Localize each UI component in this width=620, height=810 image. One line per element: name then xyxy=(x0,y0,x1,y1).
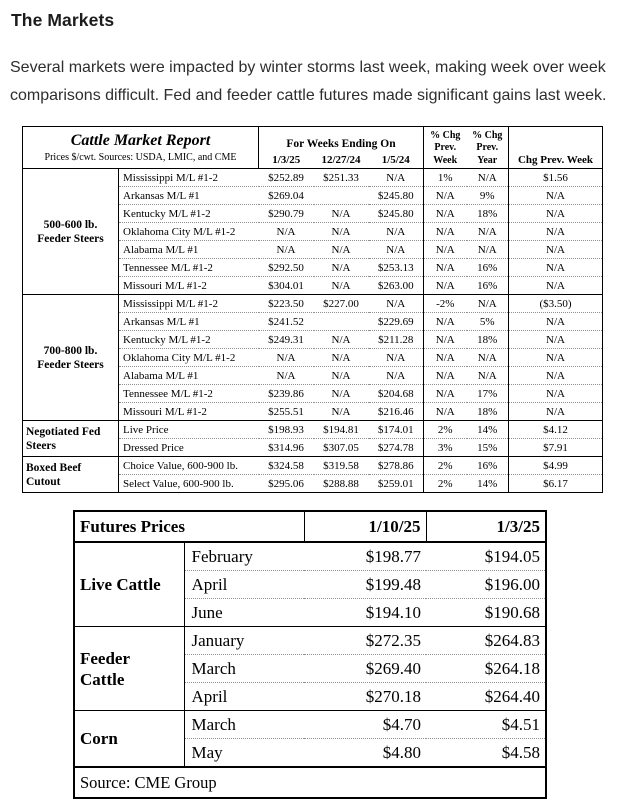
chg-week-cell: $6.17 xyxy=(509,475,603,493)
price-cell: N/A xyxy=(369,295,424,313)
market-name-cell: Arkansas M/L #1 xyxy=(119,313,259,331)
price-cell: $295.06 xyxy=(259,475,314,493)
price-cell: $245.80 xyxy=(369,205,424,223)
pct-week-cell: -2% xyxy=(424,295,467,313)
pct-chg-prev-year-header xyxy=(467,127,509,169)
header-line: Year xyxy=(477,154,498,166)
futures-date-column-header: 1/3/25 xyxy=(426,511,546,542)
futures-price-cell: $270.18 xyxy=(304,683,426,711)
chg-week-cell: N/A xyxy=(509,331,603,349)
chg-week-cell: N/A xyxy=(509,205,603,223)
price-cell: N/A xyxy=(369,169,424,187)
chg-week-cell: N/A xyxy=(509,241,603,259)
futures-price-cell: $4.58 xyxy=(426,739,546,768)
market-name-cell: Kentucky M/L #1-2 xyxy=(119,205,259,223)
chg-week-cell: N/A xyxy=(509,223,603,241)
chg-week-cell: $1.56 xyxy=(509,169,603,187)
price-cell: N/A xyxy=(314,349,369,367)
price-cell: N/A xyxy=(314,205,369,223)
chg-week-cell: ($3.50) xyxy=(509,295,603,313)
pct-year-cell: N/A xyxy=(467,241,509,259)
price-cell: $304.01 xyxy=(259,277,314,295)
pct-week-cell: N/A xyxy=(424,223,467,241)
futures-price-cell: $264.83 xyxy=(426,627,546,655)
cattle-market-report-table xyxy=(22,126,603,493)
futures-price-cell: $194.05 xyxy=(426,542,546,571)
chg-week-cell: N/A xyxy=(509,385,603,403)
market-name-cell: Choice Value, 600-900 lb. xyxy=(119,457,259,475)
price-cell: $324.58 xyxy=(259,457,314,475)
pct-week-cell: N/A xyxy=(424,385,467,403)
price-cell: $255.51 xyxy=(259,403,314,421)
price-cell: $288.88 xyxy=(314,475,369,493)
contract-month-cell: May xyxy=(184,739,304,768)
header-line: % Chg xyxy=(472,129,503,141)
market-name-cell: Dressed Price xyxy=(119,439,259,457)
price-cell: $319.58 xyxy=(314,457,369,475)
futures-footer xyxy=(74,767,546,798)
futures-price-cell: $272.35 xyxy=(304,627,426,655)
price-cell: N/A xyxy=(369,223,424,241)
price-cell: $216.46 xyxy=(369,403,424,421)
futures-group-feeder-cattle: Feeder Cattle xyxy=(74,627,184,711)
price-cell: N/A xyxy=(369,367,424,385)
price-cell: N/A xyxy=(259,223,314,241)
market-name-cell: Mississippi M/L #1-2 xyxy=(119,295,259,313)
price-cell: N/A xyxy=(369,349,424,367)
chg-week-cell: $4.12 xyxy=(509,421,603,439)
pct-year-cell: 15% xyxy=(467,439,509,457)
price-cell: $263.00 xyxy=(369,277,424,295)
contract-month-cell: February xyxy=(184,542,304,571)
market-name-cell: Tennessee M/L #1-2 xyxy=(119,385,259,403)
price-cell: $292.50 xyxy=(259,259,314,277)
market-row xyxy=(23,421,603,439)
price-cell: N/A xyxy=(314,403,369,421)
market-row xyxy=(23,169,603,187)
chg-week-cell: N/A xyxy=(509,367,603,385)
price-cell: $241.52 xyxy=(259,313,314,331)
pct-week-cell: N/A xyxy=(424,331,467,349)
pct-week-cell: N/A xyxy=(424,367,467,385)
futures-price-cell: $269.40 xyxy=(304,655,426,683)
header-row-1 xyxy=(23,127,603,150)
price-cell: $249.31 xyxy=(259,331,314,349)
page-title: The Markets xyxy=(11,10,115,30)
contract-month-cell: March xyxy=(184,711,304,739)
chg-week-cell: $7.91 xyxy=(509,439,603,457)
futures-source: Source: CME Group xyxy=(80,772,217,792)
date-column-header: 12/27/24 xyxy=(321,154,361,166)
header-line: Week xyxy=(433,154,458,166)
price-cell xyxy=(314,187,369,205)
pct-week-cell: N/A xyxy=(424,187,467,205)
chg-prev-week-header: Chg Prev. Week xyxy=(509,127,603,169)
intro-paragraph: Several markets were impacted by winter storms last week, making week over week comparisons difficult. Fed and feeder cattle futures made significant gains last week. xyxy=(10,59,607,104)
pct-week-cell: N/A xyxy=(424,403,467,421)
market-name-cell: Live Price xyxy=(119,421,259,439)
pct-year-cell: 18% xyxy=(467,205,509,223)
price-cell: $223.50 xyxy=(259,295,314,313)
futures-price-cell: $4.80 xyxy=(304,739,426,768)
price-cell: $274.78 xyxy=(369,439,424,457)
chg-week-cell: $4.99 xyxy=(509,457,603,475)
price-cell xyxy=(314,313,369,331)
price-cell: $174.01 xyxy=(369,421,424,439)
cattle-report-header xyxy=(23,127,603,169)
price-cell: $211.28 xyxy=(369,331,424,349)
futures-price-cell: $199.48 xyxy=(304,571,426,599)
futures-header xyxy=(74,511,546,542)
market-row xyxy=(23,457,603,475)
pct-year-cell: 18% xyxy=(467,403,509,421)
price-cell: N/A xyxy=(314,385,369,403)
market-row xyxy=(23,295,603,313)
contract-month-cell: April xyxy=(184,683,304,711)
price-cell: N/A xyxy=(314,259,369,277)
pct-year-cell: 9% xyxy=(467,187,509,205)
pct-week-cell: N/A xyxy=(424,205,467,223)
chg-week-cell: N/A xyxy=(509,277,603,295)
price-cell: N/A xyxy=(259,241,314,259)
pct-week-cell: N/A xyxy=(424,313,467,331)
futures-price-cell: $4.51 xyxy=(426,711,546,739)
chg-week-cell: N/A xyxy=(509,187,603,205)
contract-month-cell: April xyxy=(184,571,304,599)
price-cell: $194.81 xyxy=(314,421,369,439)
chg-week-cell: N/A xyxy=(509,349,603,367)
futures-source-row xyxy=(74,767,546,798)
price-cell: $204.68 xyxy=(369,385,424,403)
market-name-cell: Kentucky M/L #1-2 xyxy=(119,331,259,349)
price-cell: N/A xyxy=(314,223,369,241)
chg-week-cell: N/A xyxy=(509,403,603,421)
market-name-cell: Oklahoma City M/L #1-2 xyxy=(119,223,259,241)
price-cell: $269.04 xyxy=(259,187,314,205)
contract-month-cell: June xyxy=(184,599,304,627)
futures-price-cell: $196.00 xyxy=(426,571,546,599)
price-cell: $251.33 xyxy=(314,169,369,187)
pct-week-cell: 2% xyxy=(424,475,467,493)
date-column-header: 1/3/25 xyxy=(259,150,314,169)
market-name-cell: Select Value, 600-900 lb. xyxy=(119,475,259,493)
futures-group-live-cattle: Live Cattle xyxy=(74,542,184,627)
pct-week-cell: N/A xyxy=(424,241,467,259)
market-name-cell: Mississippi M/L #1-2 xyxy=(119,169,259,187)
pct-week-cell: N/A xyxy=(424,349,467,367)
pct-week-cell: 2% xyxy=(424,457,467,475)
futures-date-column-header: 1/10/25 xyxy=(304,511,426,542)
price-cell: $290.79 xyxy=(259,205,314,223)
futures-group-corn: Corn xyxy=(74,711,184,768)
cattle-report-title-cell xyxy=(23,127,259,169)
price-cell: $239.86 xyxy=(259,385,314,403)
price-cell: $229.69 xyxy=(369,313,424,331)
price-cell: N/A xyxy=(259,349,314,367)
futures-price-cell: $194.10 xyxy=(304,599,426,627)
pct-year-cell: 5% xyxy=(467,313,509,331)
futures-price-cell: $198.77 xyxy=(304,542,426,571)
chg-week-cell: N/A xyxy=(509,259,603,277)
price-cell: $314.96 xyxy=(259,439,314,457)
chg-week-cell: N/A xyxy=(509,313,603,331)
pct-week-cell: 3% xyxy=(424,439,467,457)
futures-header-row xyxy=(74,511,546,542)
market-name-cell: Arkansas M/L #1 xyxy=(119,187,259,205)
header-line: Prev. xyxy=(434,142,457,153)
price-cell: N/A xyxy=(369,241,424,259)
price-cell: $245.80 xyxy=(369,187,424,205)
futures-price-cell: $190.68 xyxy=(426,599,546,627)
price-cell: $227.00 xyxy=(314,295,369,313)
price-cell: $252.89 xyxy=(259,169,314,187)
section-label-boxed-beef-cutout: Boxed Beef Cutout xyxy=(23,457,119,493)
pct-year-cell: 16% xyxy=(467,277,509,295)
pct-year-cell: N/A xyxy=(467,295,509,313)
market-name-cell: Tennessee M/L #1-2 xyxy=(119,259,259,277)
pct-year-cell: N/A xyxy=(467,367,509,385)
pct-week-cell: 2% xyxy=(424,421,467,439)
pct-year-cell: 18% xyxy=(467,331,509,349)
futures-price-cell: $4.70 xyxy=(304,711,426,739)
futures-prices-table xyxy=(73,510,547,799)
cattle-report-subtitle: Prices $/cwt. Sources: USDA, LMIC, and CME xyxy=(44,151,237,163)
futures-title: Futures Prices xyxy=(80,516,185,536)
futures-row xyxy=(74,711,546,739)
price-cell: $253.13 xyxy=(369,259,424,277)
cattle-report-title: Cattle Market Report xyxy=(70,131,211,149)
header-line: % Chg xyxy=(430,129,461,141)
contract-month-cell: January xyxy=(184,627,304,655)
pct-year-cell: 16% xyxy=(467,259,509,277)
pct-chg-prev-week-header xyxy=(424,127,467,169)
price-cell: $259.01 xyxy=(369,475,424,493)
market-name-cell: Missouri M/L #1-2 xyxy=(119,277,259,295)
header-line: Prev. xyxy=(476,142,499,153)
date-column-header: 1/5/24 xyxy=(381,154,410,166)
price-cell: N/A xyxy=(314,367,369,385)
pct-week-cell: N/A xyxy=(424,277,467,295)
pct-year-cell: 14% xyxy=(467,475,509,493)
price-cell: $198.93 xyxy=(259,421,314,439)
pct-year-cell: N/A xyxy=(467,349,509,367)
futures-row xyxy=(74,542,546,571)
price-cell: $278.86 xyxy=(369,457,424,475)
futures-price-cell: $264.18 xyxy=(426,655,546,683)
pct-year-cell: 16% xyxy=(467,457,509,475)
contract-month-cell: March xyxy=(184,655,304,683)
market-name-cell: Alabama M/L #1 xyxy=(119,241,259,259)
futures-row xyxy=(74,627,546,655)
pct-year-cell: N/A xyxy=(467,223,509,241)
price-cell: N/A xyxy=(259,367,314,385)
price-cell: N/A xyxy=(314,331,369,349)
price-cell: $307.05 xyxy=(314,439,369,457)
section-label-700-800: 700-800 lb. Feeder Steers xyxy=(23,295,119,421)
futures-price-cell: $264.40 xyxy=(426,683,546,711)
section-label-500-600: 500-600 lb. Feeder Steers xyxy=(23,169,119,295)
price-cell: N/A xyxy=(314,241,369,259)
weeks-ending-header: For Weeks Ending On xyxy=(259,127,424,150)
market-name-cell: Oklahoma City M/L #1-2 xyxy=(119,349,259,367)
pct-year-cell: 17% xyxy=(467,385,509,403)
pct-year-cell: 14% xyxy=(467,421,509,439)
market-name-cell: Alabama M/L #1 xyxy=(119,367,259,385)
market-name-cell: Missouri M/L #1-2 xyxy=(119,403,259,421)
section-label-negotiated-fed-steers: Negotiated Fed Steers xyxy=(23,421,119,457)
pct-week-cell: N/A xyxy=(424,259,467,277)
pct-week-cell: 1% xyxy=(424,169,467,187)
price-cell: N/A xyxy=(314,277,369,295)
pct-year-cell: N/A xyxy=(467,169,509,187)
